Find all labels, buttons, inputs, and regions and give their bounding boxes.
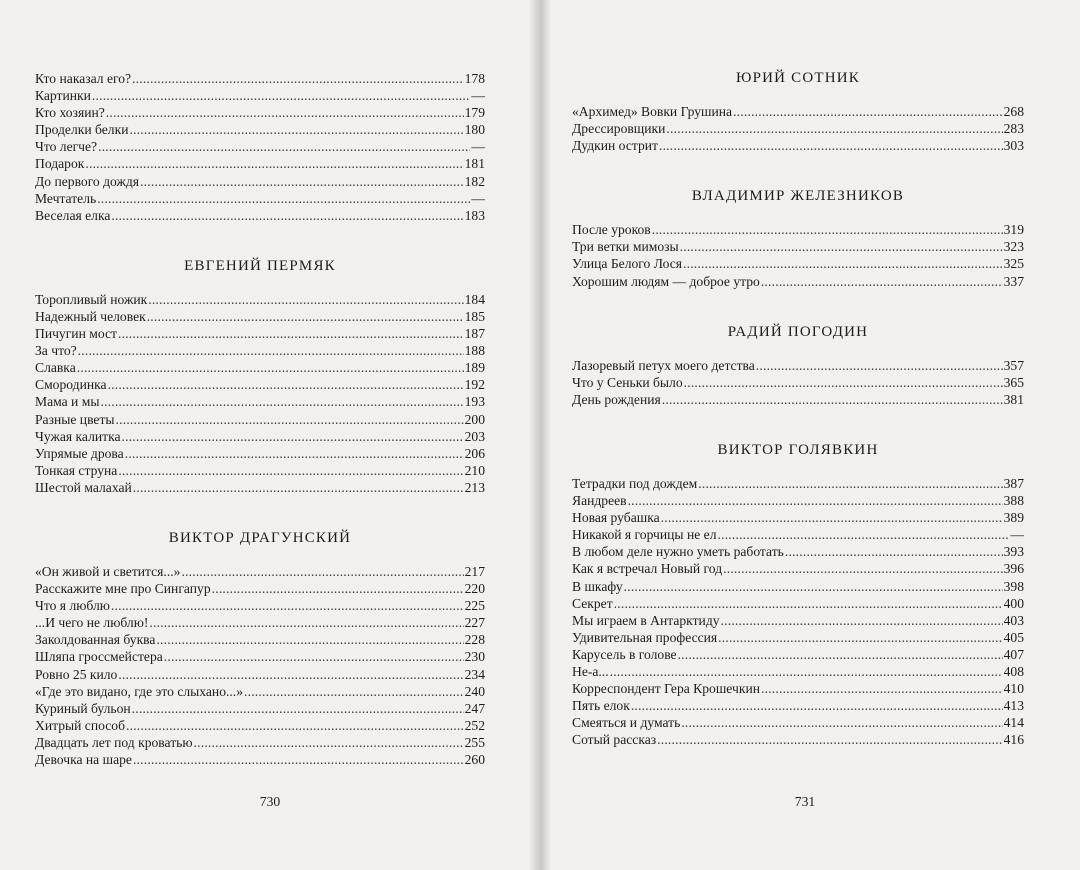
- author-heading: РАДИЙ ПОГОДИН: [727, 323, 869, 340]
- toc-entry: [572, 509, 1024, 526]
- toc-entry: [35, 207, 485, 224]
- toc-entry-page: 319: [1003, 222, 1024, 238]
- dot-leader: [723, 560, 1002, 577]
- toc-entry: [35, 342, 485, 359]
- toc-entry-page: 416: [1003, 732, 1024, 748]
- toc-entry-title: Тетрадки под дождем: [572, 475, 698, 491]
- dot-leader: [761, 680, 1003, 697]
- dot-leader: [118, 666, 463, 683]
- dot-leader: [652, 221, 1003, 238]
- toc-entry-title: Секрет: [572, 595, 613, 611]
- toc-entry-title: Смородинка: [35, 377, 107, 393]
- toc-entry-page: 183: [464, 207, 485, 223]
- dot-leader: [116, 411, 464, 428]
- toc-entry-title: До первого дождя: [35, 173, 140, 189]
- toc-entry-title: Сотый рассказ: [572, 732, 657, 748]
- toc-entry: [35, 666, 485, 683]
- toc-entry-page: 178: [464, 71, 485, 86]
- dot-leader: [698, 475, 1002, 492]
- toc-entry-title: Двадцать лет под кроватью: [35, 734, 193, 750]
- toc-entry-page: 217: [464, 563, 485, 579]
- toc-entry-page: 192: [464, 377, 485, 393]
- toc-entry-page: —: [471, 190, 485, 206]
- toc-entry-title: Кто наказал его?: [35, 71, 132, 86]
- dot-leader: [147, 308, 464, 325]
- toc-entry-page: 188: [464, 343, 485, 359]
- toc-entry-page: 180: [464, 122, 485, 138]
- toc-entry: [572, 714, 1024, 731]
- toc-entry: [35, 428, 485, 445]
- toc-entry-page: 325: [1003, 256, 1024, 272]
- toc-entry-page: 206: [464, 445, 485, 461]
- table-of-contents-left: [35, 70, 485, 768]
- toc-entry-title: «Архимед» Вовки Грушина: [572, 104, 733, 119]
- dot-leader: [100, 393, 463, 410]
- toc-entry: [35, 138, 485, 155]
- toc-entry: [35, 700, 485, 717]
- right-page: [542, 0, 1080, 870]
- toc-entry-page: 234: [464, 666, 485, 682]
- toc-entry-page: 303: [1003, 138, 1024, 154]
- toc-entry: [35, 308, 485, 325]
- dot-leader: [721, 612, 1003, 629]
- dot-leader: [148, 291, 463, 308]
- toc-entry: [572, 646, 1024, 663]
- dot-leader: [140, 173, 464, 190]
- heading-spacer: [572, 341, 1024, 357]
- toc-entry-title: Что у Сеньки было: [572, 374, 683, 390]
- toc-entry: [572, 120, 1024, 137]
- toc-entry: [572, 629, 1024, 646]
- toc-entry: [572, 697, 1024, 714]
- toc-entry-title: Хитрый способ: [35, 717, 125, 733]
- toc-entry-title: ...И чего не люблю!: [35, 615, 149, 631]
- toc-entry-page: 337: [1003, 273, 1024, 289]
- toc-entry-title: Веселая елка: [35, 207, 111, 223]
- toc-entry-title: После уроков: [572, 222, 651, 238]
- toc-entry-title: Три ветки мимозы: [572, 239, 679, 255]
- author-heading: ВИКТОР ДРАГУНСКИЙ: [168, 529, 352, 546]
- toc-entry-title: Проделки белки: [35, 122, 129, 138]
- toc-entry-title: Заколдованная буква: [35, 632, 156, 648]
- toc-entry-title: Дрессировщики: [572, 121, 666, 137]
- dot-leader: [132, 70, 464, 87]
- toc-entry: [572, 374, 1024, 391]
- toc-entry-page: 200: [464, 411, 485, 427]
- toc-entry-page: 400: [1003, 595, 1024, 611]
- toc-entry: [35, 580, 485, 597]
- table-of-contents-right: [572, 70, 1024, 748]
- dot-leader: [77, 359, 464, 376]
- toc-entry-page: 398: [1003, 578, 1024, 594]
- toc-entry-title: Лазоревый петух моего детства: [572, 357, 755, 373]
- dot-leader: [98, 138, 470, 155]
- toc-entry-page: —: [1010, 527, 1024, 543]
- dot-leader: [681, 714, 1002, 731]
- section-spacer: [572, 154, 1024, 188]
- dot-leader: [92, 87, 470, 104]
- dot-leader: [118, 325, 464, 342]
- toc-entry-title: Славка: [35, 360, 76, 376]
- toc-entry: [35, 648, 485, 665]
- author-heading: ВИКТОР ГОЛЯВКИН: [717, 441, 879, 458]
- page-number-left: 730: [259, 794, 281, 809]
- toc-entry: [572, 578, 1024, 595]
- toc-entry-page: 179: [464, 105, 485, 121]
- toc-entry-page: 403: [1003, 612, 1024, 628]
- dot-leader: [129, 121, 463, 138]
- toc-entry-title: Не-а...: [572, 663, 609, 679]
- toc-entry-title: Мы играем в Антарктиду: [572, 612, 720, 628]
- toc-entry-title: Яандреев: [572, 493, 627, 509]
- toc-entry-page: 240: [464, 683, 485, 699]
- toc-entry-title: Ровно 25 кило: [35, 666, 118, 682]
- toc-entry-title: Упрямые дрова: [35, 445, 124, 461]
- toc-entry-title: За что?: [35, 343, 77, 359]
- toc-entry: [572, 357, 1024, 374]
- dot-leader: [718, 526, 1010, 543]
- author-heading: ЮРИЙ СОТНИК: [735, 70, 861, 86]
- toc-entry-title: Корреспондент Гера Крошечкин: [572, 681, 760, 697]
- dot-leader: [164, 648, 464, 665]
- toc-entry-title: Разные цветы: [35, 411, 115, 427]
- author-heading: ВЛАДИМИР ЖЕЛЕЗНИКОВ: [691, 188, 905, 205]
- toc-entry-page: 193: [464, 394, 485, 410]
- toc-entry-page: 389: [1003, 510, 1024, 526]
- toc-entry-title: Смеяться и думать: [572, 715, 681, 731]
- toc-entry-page: —: [471, 88, 485, 104]
- toc-entry-page: 388: [1003, 493, 1024, 509]
- heading-spacer: [572, 87, 1024, 103]
- heading-spacer: [572, 459, 1024, 475]
- toc-entry-page: 268: [1003, 104, 1024, 119]
- dot-leader: [106, 104, 464, 121]
- toc-entry: [572, 238, 1024, 255]
- toc-entry: [35, 121, 485, 138]
- toc-entry: [35, 155, 485, 172]
- dot-leader: [683, 255, 1003, 272]
- dot-leader: [684, 374, 1003, 391]
- toc-entry-page: 365: [1003, 374, 1024, 390]
- toc-entry-title: Что легче?: [35, 139, 98, 155]
- toc-entry: [35, 734, 485, 751]
- dot-leader: [108, 376, 464, 393]
- page-number-right: 731: [794, 794, 816, 809]
- toc-entry: [35, 411, 485, 428]
- toc-entry-page: 396: [1003, 561, 1024, 577]
- toc-entry-page: 182: [464, 173, 485, 189]
- toc-entry-title: Картинки: [35, 88, 91, 104]
- toc-entry: [35, 462, 485, 479]
- toc-entry-page: 213: [464, 479, 485, 495]
- dot-leader: [212, 580, 464, 597]
- dot-leader: [194, 734, 464, 751]
- toc-entry-page: 414: [1003, 715, 1024, 731]
- dot-leader: [718, 629, 1002, 646]
- toc-entry-title: Пять елок: [572, 698, 630, 714]
- toc-entry-title: Кто хозяин?: [35, 105, 105, 121]
- dot-leader: [628, 492, 1003, 509]
- dot-leader: [680, 238, 1003, 255]
- toc-entry-page: 413: [1003, 698, 1024, 714]
- toc-entry: [35, 445, 485, 462]
- toc-entry-title: Что я люблю: [35, 598, 110, 614]
- toc-entry: [572, 273, 1024, 290]
- toc-entry: [35, 563, 485, 580]
- dot-leader: [133, 479, 464, 496]
- toc-entry: [572, 543, 1024, 560]
- dot-leader: [133, 751, 464, 768]
- dot-leader: [662, 391, 1003, 408]
- toc-entry: [572, 492, 1024, 509]
- toc-entry-page: 247: [464, 700, 485, 716]
- dot-leader: [118, 462, 463, 479]
- toc-entry-page: 405: [1003, 629, 1024, 645]
- dot-leader: [122, 428, 464, 445]
- heading-spacer: [35, 547, 485, 563]
- toc-entry: [35, 631, 485, 648]
- toc-entry-page: 381: [1003, 391, 1024, 407]
- book-gutter: [530, 0, 550, 870]
- toc-entry: [572, 137, 1024, 154]
- toc-entry: [35, 683, 485, 700]
- toc-entry-page: 387: [1003, 475, 1024, 491]
- dot-leader: [659, 137, 1003, 154]
- toc-entry: [572, 731, 1024, 748]
- toc-entry-page: 227: [464, 615, 485, 631]
- dot-leader: [85, 155, 463, 172]
- dot-leader: [666, 120, 1002, 137]
- dot-leader: [661, 509, 1003, 526]
- toc-entry-title: Девочка на шаре: [35, 752, 132, 767]
- toc-entry-title: Мама и мы: [35, 394, 100, 410]
- toc-entry-page: —: [471, 139, 485, 155]
- dot-leader: [678, 646, 1003, 663]
- toc-entry-page: 210: [464, 462, 485, 478]
- author-heading: ЕВГЕНИЙ ПЕРМЯК: [184, 257, 336, 274]
- dot-leader: [181, 563, 463, 580]
- toc-entry-title: Мечтатель: [35, 190, 97, 206]
- dot-leader: [624, 578, 1003, 595]
- toc-entry-title: Надежный человек: [35, 308, 146, 324]
- dot-leader: [126, 717, 464, 734]
- toc-entry-title: В любом деле нужно уметь работать: [572, 544, 784, 560]
- toc-entry: [572, 475, 1024, 492]
- toc-entry: [35, 359, 485, 376]
- toc-entry-page: 393: [1003, 544, 1024, 560]
- toc-entry: [35, 173, 485, 190]
- toc-entry-title: Чужая калитка: [35, 428, 121, 444]
- toc-entry-page: 410: [1003, 681, 1024, 697]
- toc-entry: [572, 680, 1024, 697]
- toc-entry: [35, 614, 485, 631]
- dot-leader: [78, 342, 464, 359]
- toc-entry: [35, 376, 485, 393]
- toc-entry-title: Расскажите мне про Сингапур: [35, 581, 211, 597]
- heading-spacer: [35, 275, 485, 291]
- toc-entry-title: Никакой я горчицы не ел: [572, 527, 717, 543]
- toc-entry: [35, 87, 485, 104]
- dot-leader: [756, 357, 1003, 374]
- dot-leader: [631, 697, 1003, 714]
- toc-entry-page: 220: [464, 581, 485, 597]
- dot-leader: [149, 614, 463, 631]
- toc-entry-title: Улица Белого Лося: [572, 256, 683, 272]
- heading-spacer: [572, 205, 1024, 221]
- toc-entry-page: 181: [464, 156, 485, 172]
- toc-entry-page: 189: [464, 360, 485, 376]
- section-spacer: [572, 408, 1024, 442]
- toc-entry-page: 255: [464, 734, 485, 750]
- toc-entry-page: 203: [464, 428, 485, 444]
- dot-leader: [614, 595, 1003, 612]
- dot-leader: [761, 273, 1003, 290]
- toc-entry-title: Дудкин острит: [572, 138, 658, 154]
- toc-entry-page: 185: [464, 308, 485, 324]
- toc-entry-page: 407: [1003, 646, 1024, 662]
- toc-entry-title: В шкафу: [572, 578, 623, 594]
- toc-entry: [35, 597, 485, 614]
- section-spacer: [572, 290, 1024, 324]
- toc-entry: [35, 190, 485, 207]
- toc-entry-page: 252: [464, 717, 485, 733]
- toc-entry-page: 357: [1003, 357, 1024, 373]
- toc-entry: [35, 291, 485, 308]
- toc-entry-title: Хорошим людям — доброе утро: [572, 273, 760, 289]
- dot-leader: [156, 631, 463, 648]
- toc-entry: [35, 751, 485, 768]
- toc-entry-title: «Он живой и светится...»: [35, 563, 181, 579]
- toc-entry: [572, 663, 1024, 680]
- toc-entry: [35, 70, 485, 87]
- toc-entry-page: 323: [1003, 239, 1024, 255]
- toc-entry-page: 184: [464, 291, 485, 307]
- toc-entry: [572, 255, 1024, 272]
- toc-entry-title: Карусель в голове: [572, 646, 677, 662]
- left-page: [0, 0, 538, 870]
- toc-entry-title: Шляпа гроссмейстера: [35, 649, 163, 665]
- dot-leader: [97, 190, 470, 207]
- toc-entry: [572, 103, 1024, 120]
- dot-leader: [125, 445, 464, 462]
- toc-entry-title: «Где это видано, где это слыхано...»: [35, 683, 243, 699]
- toc-entry: [35, 325, 485, 342]
- toc-entry: [572, 612, 1024, 629]
- toc-entry-title: Торопливый ножик: [35, 291, 148, 307]
- toc-entry-title: Удивительная профессия: [572, 629, 718, 645]
- dot-leader: [785, 543, 1003, 560]
- toc-entry-page: 230: [464, 649, 485, 665]
- toc-entry: [35, 393, 485, 410]
- toc-entry-title: Новая рубашка: [572, 510, 660, 526]
- toc-entry-page: 228: [464, 632, 485, 648]
- toc-entry: [572, 526, 1024, 543]
- toc-entry-page: 283: [1003, 121, 1024, 137]
- toc-entry-title: Куриный бульон: [35, 700, 131, 716]
- toc-entry-title: Как я встречал Новый год: [572, 561, 723, 577]
- toc-entry-page: 187: [464, 326, 485, 342]
- dot-leader: [610, 663, 1003, 680]
- toc-entry: [572, 221, 1024, 238]
- toc-entry: [35, 717, 485, 734]
- dot-leader: [244, 683, 464, 700]
- section-spacer: [35, 496, 485, 530]
- dot-leader: [657, 731, 1002, 748]
- toc-entry-page: 408: [1003, 663, 1024, 679]
- toc-entry: [35, 104, 485, 121]
- dot-leader: [111, 207, 463, 224]
- toc-entry-page: 225: [464, 598, 485, 614]
- toc-entry-title: Пичугин мост: [35, 326, 117, 342]
- toc-entry-title: Подарок: [35, 156, 85, 172]
- toc-entry-title: День рождения: [572, 391, 661, 407]
- toc-entry-title: Тонкая струна: [35, 462, 118, 478]
- toc-entry: [572, 560, 1024, 577]
- section-spacer: [35, 224, 485, 258]
- toc-entry-title: Шестой малахай: [35, 479, 132, 495]
- toc-entry-page: 260: [464, 752, 485, 767]
- toc-entry: [35, 479, 485, 496]
- toc-entry: [572, 391, 1024, 408]
- dot-leader: [132, 700, 464, 717]
- toc-entry: [572, 595, 1024, 612]
- dot-leader: [111, 597, 464, 614]
- dot-leader: [733, 103, 1003, 120]
